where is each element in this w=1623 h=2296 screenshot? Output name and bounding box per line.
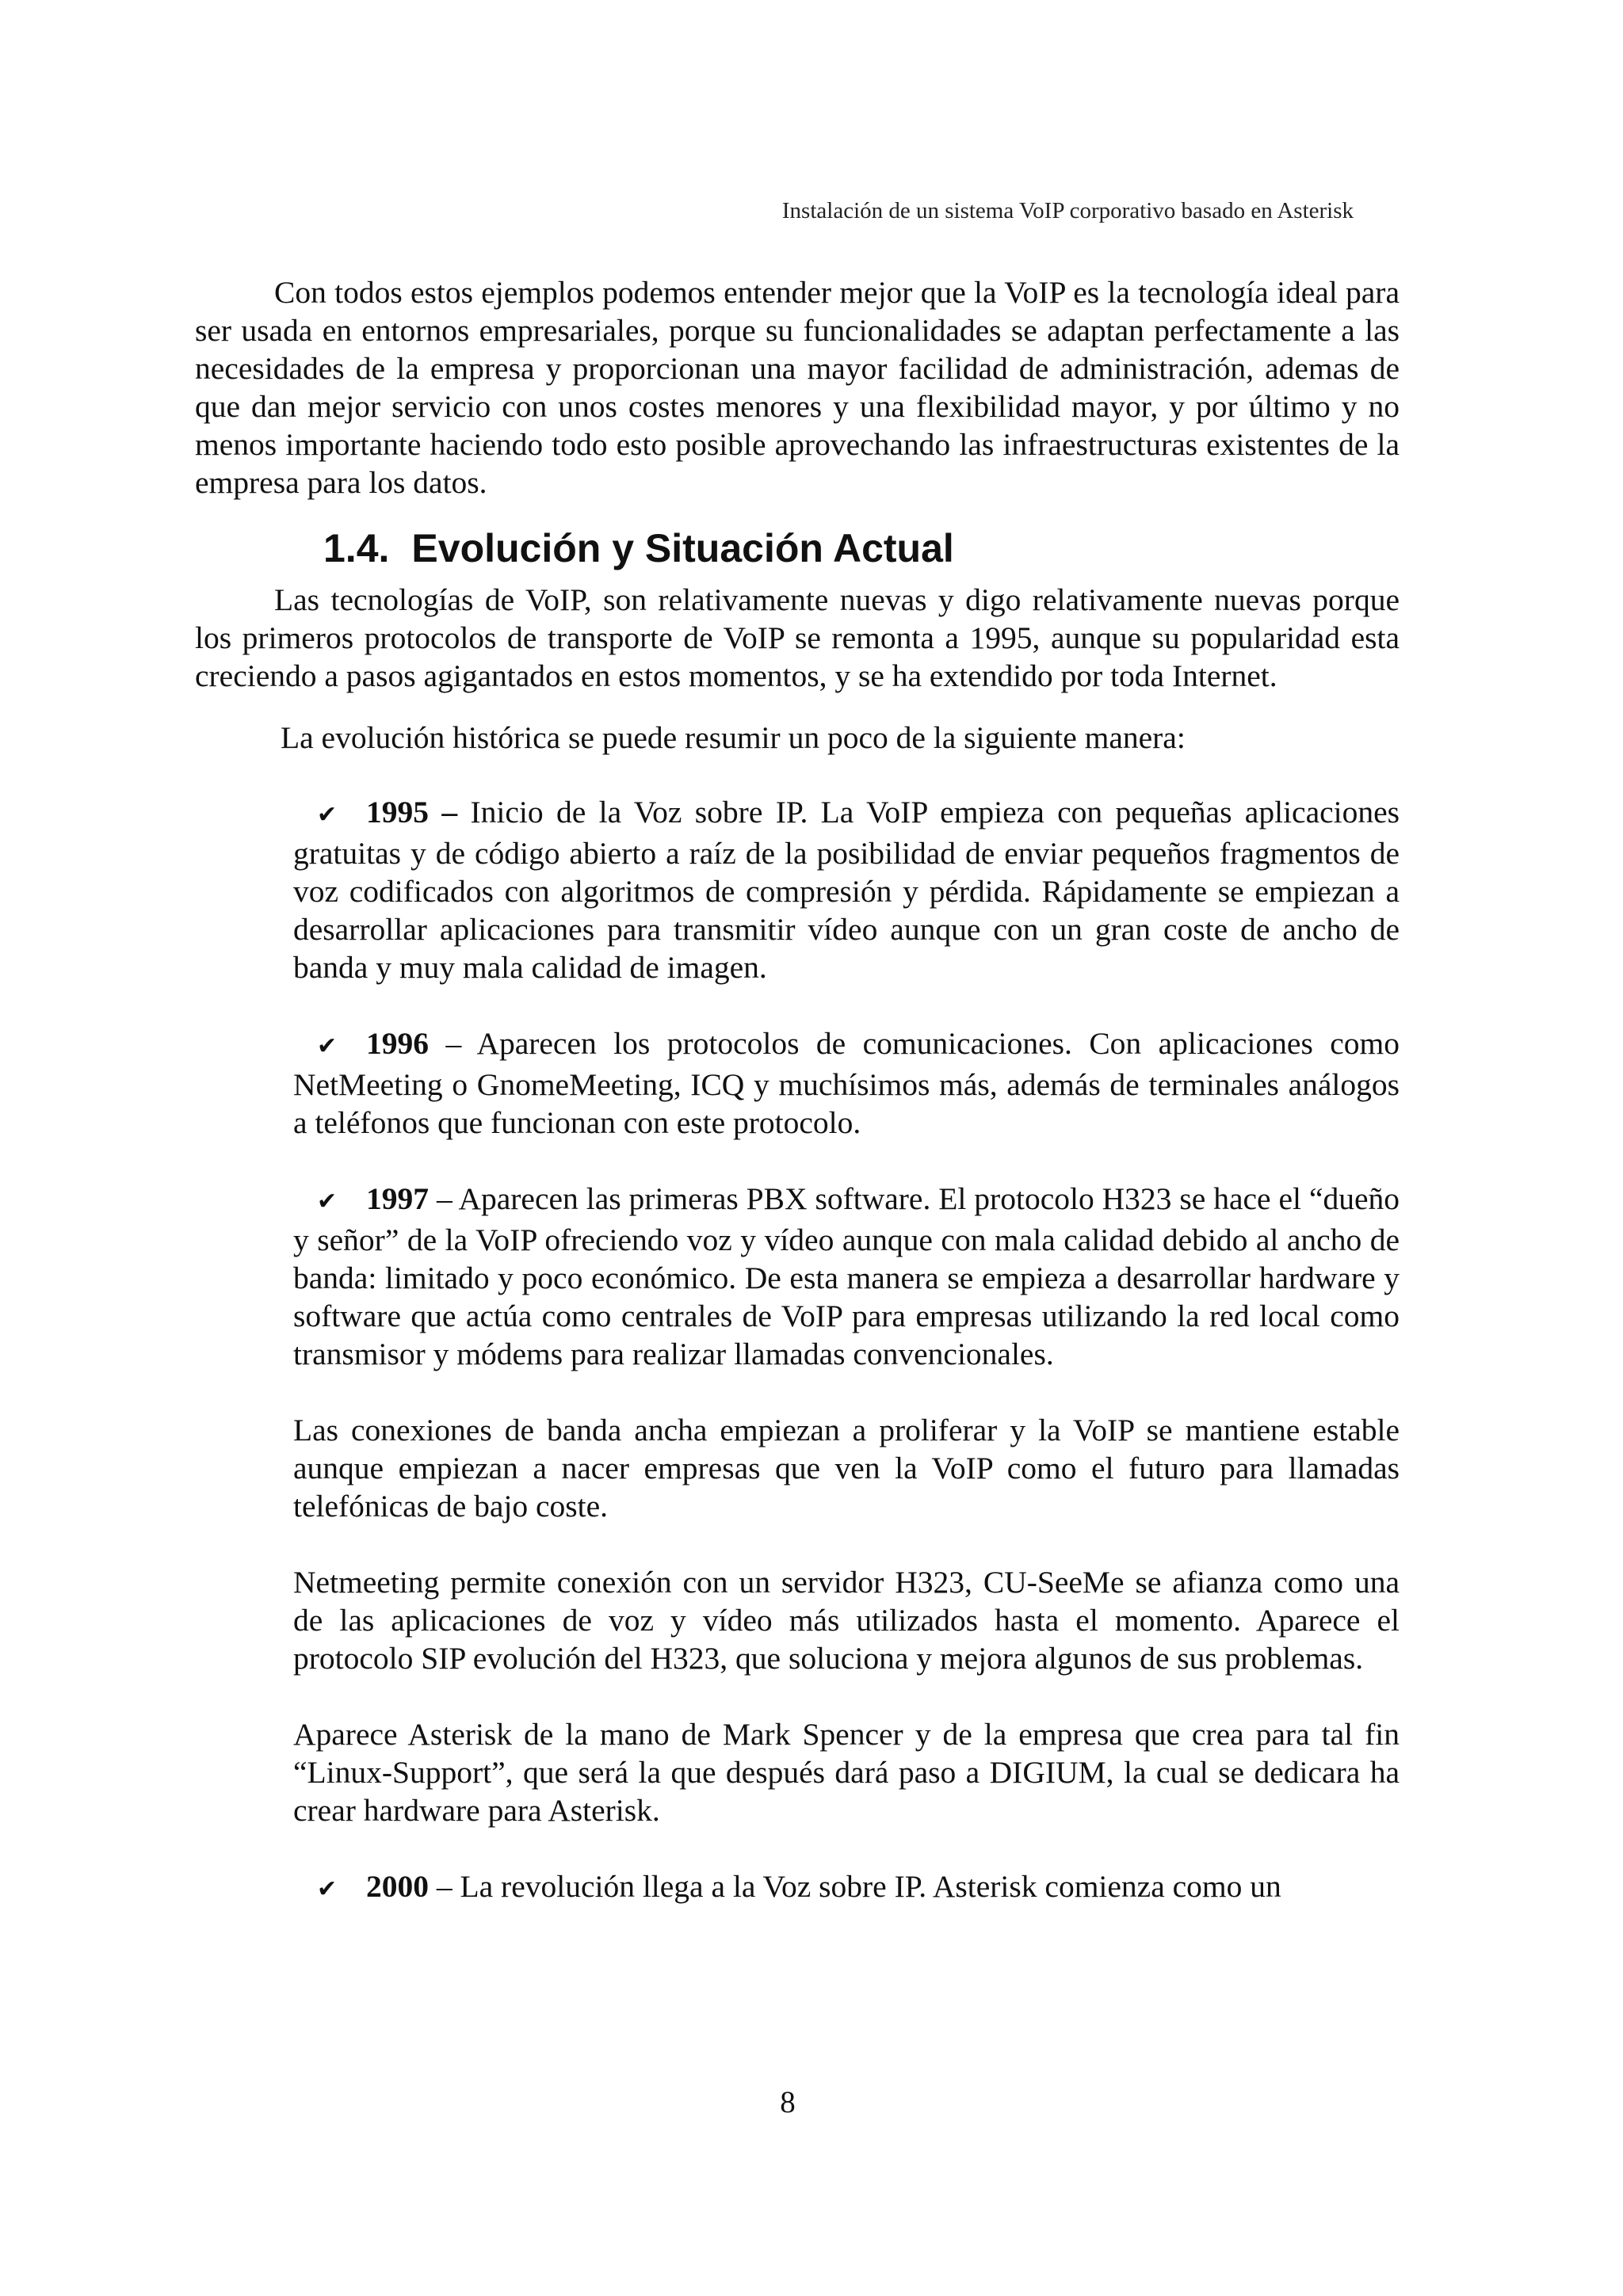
followup-paragraph: Netmeeting permite conexión con un servidor H323, CU-SeeMe se afianza como una de las aplicaciones de voz y vídeo más utilizados hasta el momento. Aparece el protocolo SIP evolución del H323, que soluciona y mejora algunos de sus problemas.	[293, 1565, 1400, 1676]
check-icon: ✔	[317, 1188, 338, 1215]
timeline-year: 2000	[366, 1869, 429, 1904]
timeline-separator: –	[441, 795, 458, 830]
timeline-intro: La evolución histórica se puede resumir un poco de la siguiente manera:	[281, 720, 1186, 755]
timeline-text: Inicio de la Voz sobre IP. La VoIP empieza con pequeñas aplicaciones gratuitas y de código abierto a raíz de la posibilidad de enviar pequeños fragmentos de voz codificados con algoritmos de compresión y pérdida. Rápidamente se empiezan a desarrollar aplicaciones para transmitir vídeo aunque con un gran coste de ancho de banda y muy mala calidad de imagen.	[293, 795, 1400, 985]
section-title: Evolución y Situación Actual	[411, 526, 954, 570]
followup-paragraph: Las conexiones de banda ancha empiezan a proliferar y la VoIP se mantiene estable aunque empiezan a nacer empresas que ven la VoIP como el futuro para llamadas telefónicas de bajo coste.	[293, 1413, 1400, 1524]
intro-paragraph: Con todos estos ejemplos podemos entender mejor que la VoIP es la tecnología ideal para ser usada en entornos empresariales, porque su funcionalidades se adaptan perfectamente a las necesidades de la empresa y proporcionan una mayor facilidad de administración, ademas de que dan mejor servicio con unos costes menores y una flexibilidad mayor, y por último y no menos importante haciendo todo esto posible aprovechando las infraestructuras existentes de la empresa para los datos.	[195, 275, 1400, 500]
check-icon: ✔	[317, 1032, 338, 1060]
section-number: 1.4.	[323, 526, 390, 570]
timeline-item-1995	[293, 793, 1400, 986]
timeline-separator: –	[436, 1869, 453, 1904]
timeline-separator: –	[436, 1181, 453, 1216]
timeline-item-1997	[293, 1180, 1400, 1373]
timeline-item-2000	[293, 1867, 1400, 1909]
document-body	[195, 273, 1400, 1947]
check-icon: ✔	[317, 1875, 338, 1903]
timeline-year: 1995	[366, 795, 429, 830]
followup-paragraph: Aparece Asterisk de la mano de Mark Spencer y de la empresa que crea para tal fin “Linux-Support”, que será la que después dará paso a DIGIUM, la cual se dedicara ha crear hardware para Asterisk.	[293, 1717, 1400, 1828]
running-header: Instalación de un sistema VoIP corporativo basado en Asterisk	[781, 198, 1354, 223]
timeline-item-1996	[293, 1024, 1400, 1142]
check-icon: ✔	[317, 801, 338, 829]
section-heading	[195, 524, 1400, 573]
timeline-text: Aparecen las primeras PBX software. El protocolo H323 se hace el “dueño y señor” de la VoIP ofreciendo voz y vídeo aunque con mala calidad debido al ancho de banda: limitado y poco económico. De esta manera se empieza a desarrollar hardware y software que actúa como centrales de VoIP para empresas utilizando la red local como transmisor y módems para realizar llamadas convencionales.	[293, 1181, 1400, 1371]
timeline-separator: –	[445, 1026, 462, 1061]
section-paragraph: Las tecnologías de VoIP, son relativamente nuevas y digo relativamente nuevas porque los primeros protocolos de transporte de VoIP se remonta a 1995, aunque su popularidad esta creciendo a pasos agigantados en estos momentos, y se ha extendido por toda Internet.	[195, 582, 1400, 693]
timeline-year: 1997	[366, 1181, 429, 1216]
timeline-year: 1996	[366, 1026, 429, 1061]
page-number: 8	[780, 2085, 796, 2119]
timeline-text: La revolución llega a la Voz sobre IP. Asterisk comienza como un	[460, 1869, 1281, 1904]
timeline-text: Aparecen los protocolos de comunicaciones. Con aplicaciones como NetMeeting o GnomeMeeting, ICQ y muchísimos más, además de terminales análogos a teléfonos que funcionan con este protocolo.	[293, 1026, 1400, 1140]
